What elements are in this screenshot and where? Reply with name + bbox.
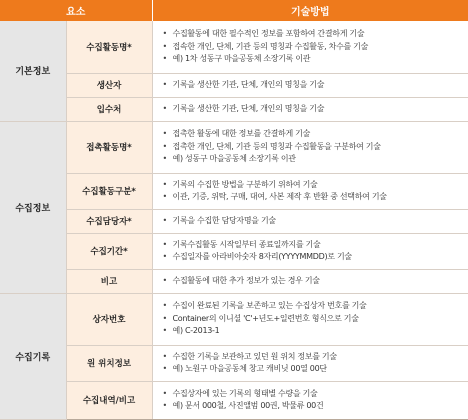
list-item: • Container의 이니셜 'C'+년도+일련번호 형식으로 기술: [162, 313, 359, 323]
field-label: 생산자: [66, 73, 152, 97]
field-label: 수집활동명*: [66, 21, 152, 73]
list-item: • 수집활동에 대한 추가 정보가 있는 경우 기술: [162, 275, 320, 285]
description-cell: [152, 381, 468, 419]
table-row: [0, 21, 468, 73]
list-item: • 접촉한 활동에 대한 정보를 간결하게 기술: [162, 129, 311, 139]
list-item: • 기록을 생산한 기관, 단체, 개인의 명칭을 기술: [162, 103, 325, 113]
field-label: 수집담당자*: [66, 209, 152, 233]
field-label: 수집활동구분*: [66, 173, 152, 209]
list-item: • 예) 1차 성동구 마을공동체 소장기록 이관: [162, 54, 311, 63]
description-cell: [152, 269, 468, 293]
table-row: [0, 121, 468, 173]
table-row: [0, 209, 468, 233]
field-label: 수집내역/비고: [66, 381, 152, 419]
group-label: 수집기록: [0, 293, 66, 419]
table-row: [0, 73, 468, 97]
list-item: • 수집이 완료된 기록을 보존하고 있는 수집상자 번호를 기술: [162, 301, 367, 311]
list-item: • 예) C-2013-1: [162, 326, 220, 336]
list-item: • 접촉한 개인, 단체, 기관 등의 명칭과 수집활동을 구분하여 기술: [162, 141, 381, 151]
table-row: [0, 233, 468, 269]
list-item: • 수집한 기록을 보관하고 있던 원 위치 정보를 기술: [162, 351, 337, 361]
description-cell: [152, 173, 468, 209]
description-cell: [152, 209, 468, 233]
field-label: 수집기간*: [66, 233, 152, 269]
list-item: • 접속한 개인, 단체, 기관 등의 명칭과 수집활동, 차수를 기술: [162, 41, 369, 51]
table-row: [0, 269, 468, 293]
field-label: 원 위치정보: [66, 345, 152, 381]
group-label: 수집정보: [0, 121, 66, 293]
list-item: • 이관, 기증, 위탁, 구매, 대여, 사본 제작 후 반환 중 선택하여 기술: [162, 192, 387, 201]
description-cell: [152, 21, 468, 73]
table-header-row: [0, 0, 468, 21]
table-row: [0, 293, 468, 345]
list-item: • 기록의 수집한 방법을 구분하기 위하여 기술: [162, 179, 318, 189]
list-item: • 기록을 생산한 기관, 단체, 개인의 명칭을 기술: [162, 79, 325, 89]
description-cell: [152, 345, 468, 381]
header-description: 기술방법: [152, 0, 468, 21]
description-cell: [152, 97, 468, 121]
list-item: • 예) 노원구 마을공동체 창고 캐비닛 00열 00단: [162, 364, 327, 373]
list-item: • 수집상자에 있는 기록의 형태별 수량을 기술: [162, 388, 318, 398]
table-row: [0, 381, 468, 419]
list-item: • 수집활동에 대한 필수적인 정보를 포함하여 간결하게 기술: [162, 29, 365, 38]
description-cell: [152, 73, 468, 97]
field-label: 비고: [66, 269, 152, 293]
header-element: 요소: [0, 0, 152, 21]
list-item: • 예) 성동구 마을공동체 소장기록 이관: [162, 154, 296, 164]
field-label: 입수처: [66, 97, 152, 121]
table-row: [0, 345, 468, 381]
list-item: • 예) 문서 000철, 사진앨범 00권, 박물류 00건: [162, 401, 324, 410]
table-row: [0, 173, 468, 209]
list-item: • 기록을 수집한 담당자명을 기술: [162, 215, 276, 225]
group-label: 기본정보: [0, 21, 66, 121]
field-label: 접촉활동명*: [66, 121, 152, 173]
description-cell: [152, 293, 468, 345]
list-item: • 수집일자를 아라비아숫자 8자리(YYYYMMDD)로 기술: [162, 252, 352, 261]
list-item: • 기록수집활동 시작일부터 종료일까지를 기술: [162, 239, 321, 249]
description-cell: [152, 233, 468, 269]
table-row: [0, 97, 468, 121]
field-label: 상자번호: [66, 293, 152, 345]
description-cell: [152, 121, 468, 173]
